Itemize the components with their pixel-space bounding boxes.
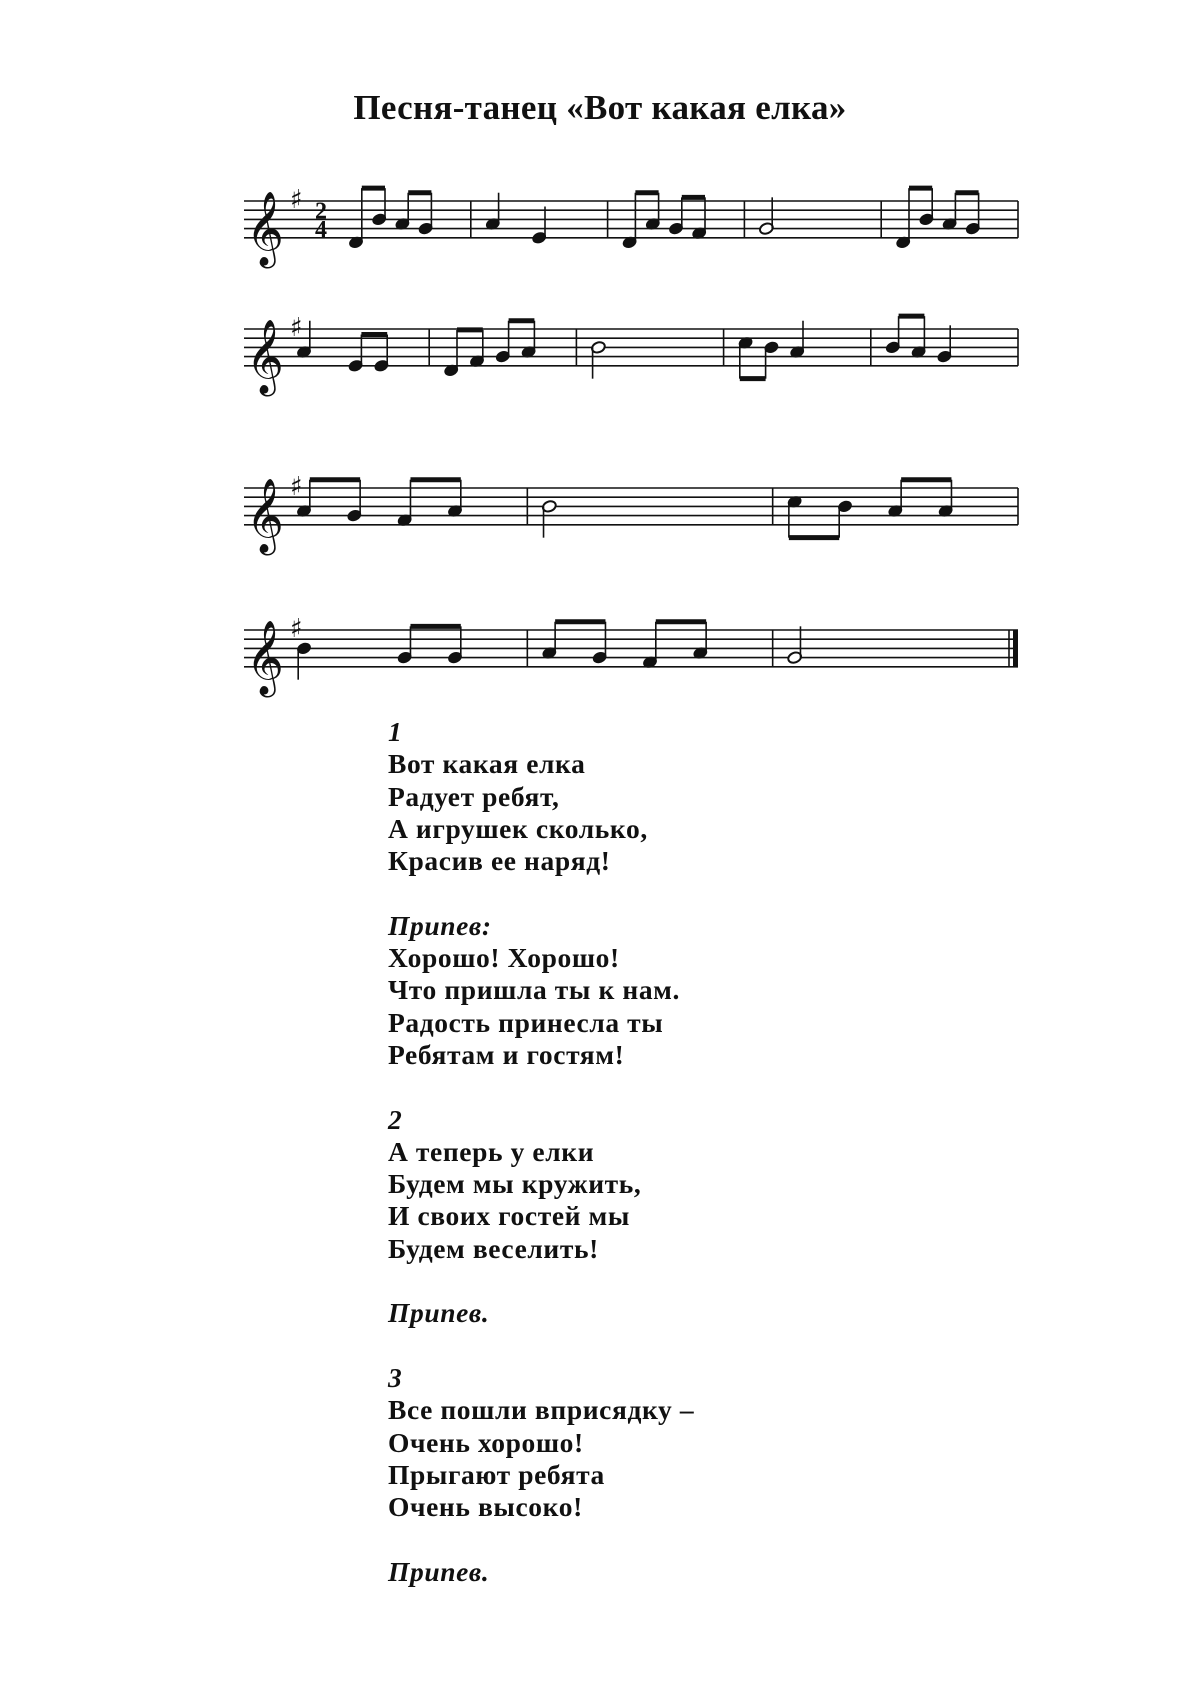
treble-clef: 𝄞 <box>246 191 284 266</box>
chorus-label: Припев. <box>388 1297 490 1329</box>
verse-2 <box>388 1104 1028 1265</box>
treble-clef: 𝄞 <box>246 620 284 695</box>
lyrics <box>388 716 1028 1620</box>
lyric-line: Очень высоко! <box>388 1491 583 1523</box>
lyric-line: Вот какая елка <box>388 748 586 780</box>
chorus-block <box>388 1556 1028 1588</box>
chorus-block <box>388 910 1028 1071</box>
lyric-line: Радует ребят, <box>388 780 560 812</box>
key-signature-sharp: ♯ <box>290 614 303 644</box>
lyric-line: Красив ее наряд! <box>388 845 611 877</box>
verse-number: 3 <box>388 1361 403 1393</box>
lyric-line: Хорошо! Хорошо! <box>388 942 620 974</box>
treble-clef: 𝄞 <box>246 319 284 394</box>
time-signature-bottom: 4 <box>315 216 327 243</box>
staff-system <box>244 185 1018 269</box>
page-title: Песня-танец «Вот какая елка» <box>353 88 847 127</box>
verse-1 <box>388 716 1028 877</box>
treble-clef: 𝄞 <box>246 478 284 553</box>
chorus-block <box>388 1297 1028 1329</box>
lyric-line: И своих гостей мы <box>388 1200 630 1232</box>
lyric-line: Все пошли вприсядку – <box>388 1394 695 1426</box>
lyric-line: Что пришла ты к нам. <box>388 974 680 1006</box>
lyric-line: Очень хорошо! <box>388 1426 584 1458</box>
staff-system <box>244 614 1018 698</box>
verse-number: 1 <box>388 716 403 747</box>
lyric-line: Ребятам и гостям! <box>388 1038 625 1070</box>
staff-system <box>244 313 1018 397</box>
verse-3 <box>388 1362 1028 1523</box>
sheet-music <box>0 0 1200 700</box>
time-signature-top: 2 <box>315 198 327 225</box>
lyric-line: Радость принесла ты <box>388 1006 664 1038</box>
staff-system <box>244 472 1018 556</box>
verse-number: 2 <box>388 1103 403 1135</box>
lyric-line: Будем мы кружить, <box>388 1168 642 1200</box>
lyric-line: Будем веселить! <box>388 1232 599 1264</box>
chorus-label: Припев: <box>388 909 492 941</box>
key-signature-sharp: ♯ <box>290 472 303 502</box>
lyric-line: А теперь у елки <box>388 1135 595 1167</box>
lyric-line: А игрушек сколько, <box>388 812 648 844</box>
key-signature-sharp: ♯ <box>290 185 303 215</box>
key-signature-sharp: ♯ <box>290 313 303 343</box>
lyric-line: Прыгают ребята <box>388 1458 605 1490</box>
chorus-label: Припев. <box>388 1555 490 1587</box>
